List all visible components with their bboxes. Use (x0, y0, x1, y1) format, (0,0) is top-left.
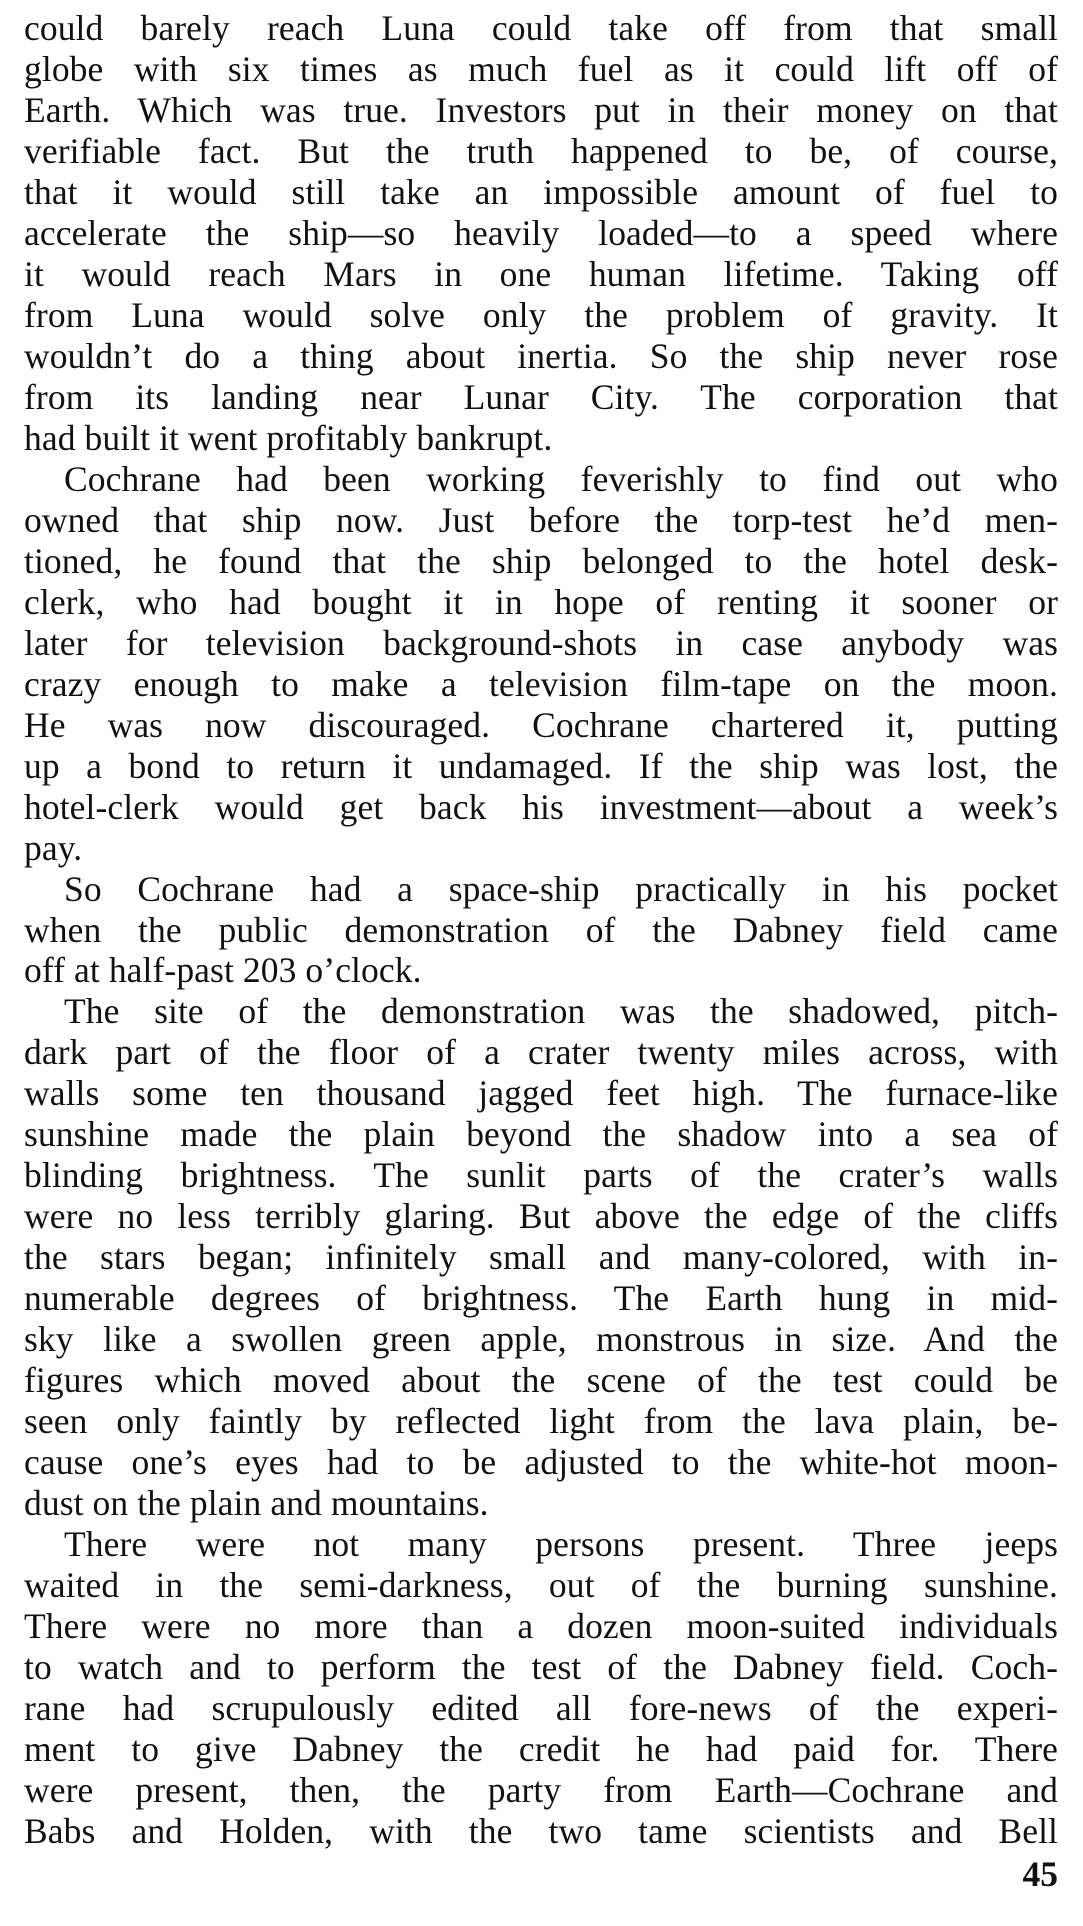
text-line: were no less terribly glaring. But above the edge of the cliffs (24, 1196, 1058, 1237)
text-line: waited in the semi-darkness, out of the burning sunshine. (24, 1565, 1058, 1606)
text-line: rane had scrupulously edited all fore-news of the experi- (24, 1688, 1058, 1729)
text-line: when the public demonstration of the Dabney field came (24, 909, 1058, 950)
text-line: that it would still take an impossible amount of fuel to (24, 171, 1058, 212)
text-line: pay. (24, 827, 83, 868)
text-line: owned that ship now. Just before the torp-test he’d men- (24, 499, 1058, 540)
text-line: later for television background-shots in case anybody was (24, 622, 1058, 663)
text-line: off at half-past 203 o’clock. (24, 950, 422, 991)
text-line: dark part of the floor of a crater twenty miles across, with (24, 1032, 1058, 1073)
paragraph-first-line: The site of the demonstration was the shadowed, pitch- (64, 991, 1058, 1032)
text-line: tioned, he found that the ship belonged to the hotel desk- (24, 540, 1058, 581)
text-line: clerk, who had bought it in hope of renting it sooner or (24, 581, 1058, 622)
text-line: crazy enough to make a television film-tape on the moon. (24, 663, 1058, 704)
text-line: it would reach Mars in one human lifetime. Taking off (24, 253, 1058, 294)
page-number: 45 (1022, 1854, 1058, 1894)
text-line: accelerate the ship—so heavily loaded—to a speed where (24, 212, 1058, 253)
text-line: hotel-clerk would get back his investment—about a week’s (24, 786, 1058, 827)
text-line: could barely reach Luna could take off from that small (24, 8, 1058, 48)
text-line: to watch and to perform the test of the Dabney field. Coch- (24, 1647, 1058, 1688)
text-line: from Luna would solve only the problem of gravity. It (24, 294, 1058, 335)
paragraph-first-line: Cochrane had been working feverishly to find out who (64, 458, 1058, 499)
paragraph-first-line: There were not many persons present. Three jeeps (64, 1524, 1058, 1565)
text-line: seen only faintly by reflected light from the lava plain, be- (24, 1401, 1058, 1442)
text-line: up a bond to return it undamaged. If the ship was lost, the (24, 745, 1058, 786)
text-line: verifiable fact. But the truth happened to be, of course, (24, 130, 1058, 171)
text-line: There were no more than a dozen moon-suited individuals (24, 1606, 1058, 1647)
text-line: Babs and Holden, with the two tame scientists and Bell (24, 1811, 1058, 1852)
text-line: walls some ten thousand jagged feet high. The furnace-like (24, 1073, 1058, 1114)
text-line: cause one’s eyes had to be adjusted to the white-hot moon- (24, 1442, 1058, 1483)
text-line: sunshine made the plain beyond the shadow into a sea of (24, 1114, 1058, 1155)
text-line: Earth. Which was true. Investors put in their money on that (24, 89, 1058, 130)
paragraph-first-line: So Cochrane had a space-ship practically in his pocket (64, 868, 1058, 909)
text-line: blinding brightness. The sunlit parts of the crater’s walls (24, 1155, 1058, 1196)
text-line: numerable degrees of brightness. The Earth hung in mid- (24, 1278, 1058, 1319)
text-line: had built it went profitably bankrupt. (24, 417, 553, 458)
text-line: figures which moved about the scene of the test could be (24, 1360, 1058, 1401)
text-line: dust on the plain and mountains. (24, 1483, 489, 1524)
text-line: globe with six times as much fuel as it could lift off of (24, 48, 1058, 89)
text-line: were present, then, the party from Earth—Cochrane and (24, 1770, 1058, 1811)
text-line: wouldn’t do a thing about inertia. So the ship never rose (24, 335, 1058, 376)
text-line: from its landing near Lunar City. The corporation that (24, 376, 1058, 417)
text-line: the stars began; infinitely small and many-colored, with in- (24, 1237, 1058, 1278)
text-line: sky like a swollen green apple, monstrous in size. And the (24, 1319, 1058, 1360)
text-line: ment to give Dabney the credit he had paid for. There (24, 1729, 1058, 1770)
text-line: He was now discouraged. Cochrane chartered it, putting (24, 704, 1058, 745)
